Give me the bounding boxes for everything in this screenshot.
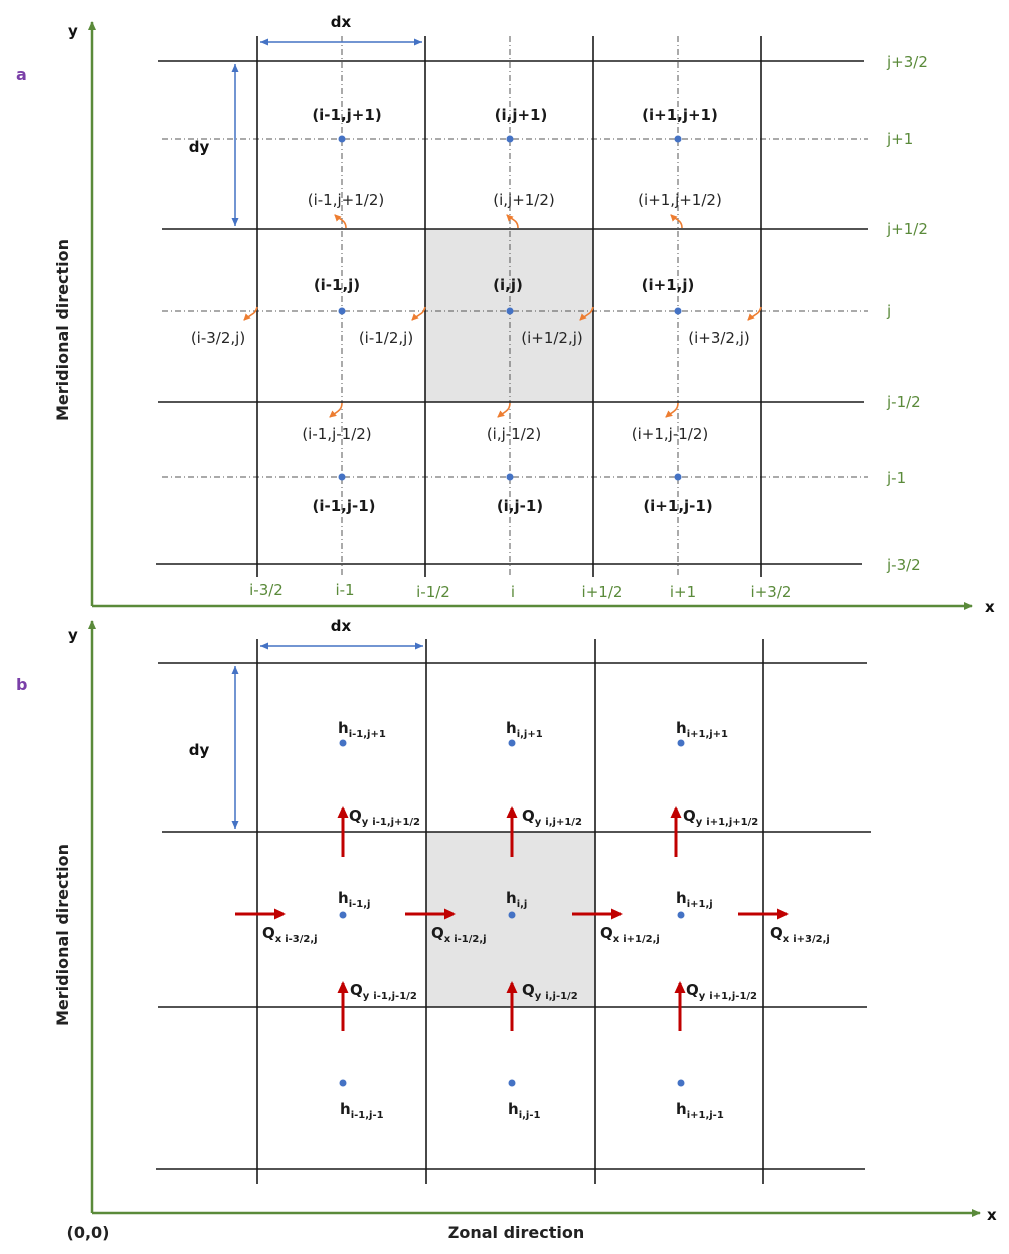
row-label: j-3/2 (887, 556, 921, 574)
qy-label: $Q_y$ i+1,j+1/2 (683, 807, 759, 828)
qy-label: $Q_y$ i+1,j-1/2 (686, 981, 758, 1002)
row-index-labels (886, 53, 928, 574)
node-label: (i,j+1) (494, 106, 548, 124)
origin-label: (0,0) (66, 1223, 110, 1242)
h-label: $h_{i-1,j+1}$ (338, 719, 386, 740)
face-pointer-icon (748, 307, 761, 320)
face-label: (i+3/2,j) (688, 329, 750, 347)
node-dot-icon (507, 136, 514, 143)
node-dot-icon (340, 740, 347, 747)
node-dot-icon (675, 308, 682, 315)
row-label: j-1 (887, 469, 907, 487)
qx-label: $Q_x$ i-3/2,j (262, 924, 318, 945)
h-label: $h_{i-1,j}$ (338, 889, 371, 910)
center-cell-highlight (426, 832, 595, 1007)
node-dot-icon (678, 740, 685, 747)
node-label: (i+1,j) (641, 276, 695, 294)
node-label: (i,j-1) (496, 497, 544, 515)
row-label: j+1 (887, 130, 914, 148)
node-label: (i+1,j+1) (642, 106, 718, 124)
node-dot-icon (507, 474, 514, 481)
qy-label: $Q_y$ i,j-1/2 (522, 981, 578, 1002)
col-label: i+1 (669, 583, 697, 601)
h-label: $h_{i+1,j+1}$ (676, 719, 729, 740)
face-label: (i-1/2,j) (358, 329, 414, 347)
face-label: (i-1,j-1/2) (302, 425, 372, 443)
node-dot-icon (507, 308, 514, 315)
qy-label: $Q_y$ i,j+1/2 (522, 807, 582, 828)
face-pointer-icon (330, 403, 342, 417)
face-label: (i+1,j+1/2) (638, 191, 722, 209)
col-label: i-1 (335, 581, 355, 599)
node-dot-icon (675, 136, 682, 143)
x-axis-letter: x (985, 598, 995, 616)
face-label: (i+1/2,j) (521, 329, 583, 347)
h-label: $h_{i+1,j}$ (676, 889, 713, 910)
col-index-labels (249, 581, 791, 601)
node-dot-icon (509, 1080, 516, 1087)
row-label: j-1/2 (887, 393, 921, 411)
dy-label: dy (188, 741, 210, 759)
center-cell-highlight (425, 229, 593, 402)
node-label: (i,j) (493, 276, 523, 294)
node-dot-icon (509, 912, 516, 919)
node-dot-icon (678, 1080, 685, 1087)
x-axis-letter: x (987, 1206, 997, 1224)
h-label: $h_{i,j-1}$ (508, 1100, 541, 1121)
y-axis-letter: y (68, 22, 78, 40)
qx-label: $Q_x$ i+3/2,j (770, 924, 830, 945)
face-label: (i,j+1/2) (493, 191, 555, 209)
node-dot-icon (340, 1080, 347, 1087)
node-dot-icon (340, 912, 347, 919)
panel-b (16, 617, 997, 1242)
node-dot-icon (678, 912, 685, 919)
h-label: $h_{i-1,j-1}$ (340, 1100, 384, 1121)
face-pointer-icon (244, 307, 257, 320)
node-label: (i-1,j-1) (312, 497, 376, 515)
face-pointer-icon (507, 215, 518, 228)
row-label: j+3/2 (887, 53, 928, 71)
y-axis-letter: y (68, 626, 78, 644)
h-node-dots (340, 740, 685, 1087)
face-label: (i-1,j+1/2) (307, 191, 385, 209)
node-dot-icon (675, 474, 682, 481)
dy-label: dy (188, 138, 210, 156)
x-axis-title: Zonal direction (447, 1223, 585, 1242)
row-label: j+1/2 (887, 220, 928, 238)
face-pointer-icon (671, 215, 682, 228)
row-label: j (887, 302, 892, 320)
qx-label: $Q_x$ i-1/2,j (431, 924, 487, 945)
h-label: $h_{i,j+1}$ (506, 719, 543, 740)
col-label: i+3/2 (750, 583, 792, 601)
h-label: $h_{i,j}$ (506, 889, 528, 910)
face-pointer-icon (335, 215, 346, 228)
col-label: i-1/2 (416, 583, 450, 601)
node-dot-icon (339, 136, 346, 143)
panel-a (16, 13, 995, 616)
node-dot-icon (339, 474, 346, 481)
face-label: (i,j-1/2) (486, 425, 542, 443)
face-pointer-icon (498, 403, 510, 417)
qy-label: $Q_y$ i-1,j-1/2 (350, 981, 417, 1002)
panel-a-tag: a (16, 65, 27, 84)
y-axis-title: Meridional direction (53, 844, 72, 1026)
dx-label: dx (330, 617, 352, 635)
qx-label: $Q_x$ i+1/2,j (600, 924, 660, 945)
face-pointer-icon (412, 307, 425, 320)
dx-label: dx (330, 13, 352, 31)
node-label: (i+1,j-1) (643, 497, 713, 515)
face-label: (i-3/2,j) (190, 329, 246, 347)
col-label: i-3/2 (249, 581, 283, 599)
face-pointer-icon (666, 403, 678, 417)
node-dot-icon (339, 308, 346, 315)
col-label: i (510, 583, 516, 601)
col-label: i+1/2 (581, 583, 623, 601)
y-axis-title: Meridional direction (53, 239, 72, 421)
node-label: (i-1,j+1) (312, 106, 382, 124)
panel-b-tag: b (16, 675, 28, 694)
face-label: (i+1,j-1/2) (631, 425, 709, 443)
qy-label: $Q_y$ i-1,j+1/2 (349, 807, 421, 828)
node-label: (i-1,j) (313, 276, 361, 294)
h-label: $h_{i+1,j-1}$ (676, 1100, 724, 1121)
node-dot-icon (509, 740, 516, 747)
